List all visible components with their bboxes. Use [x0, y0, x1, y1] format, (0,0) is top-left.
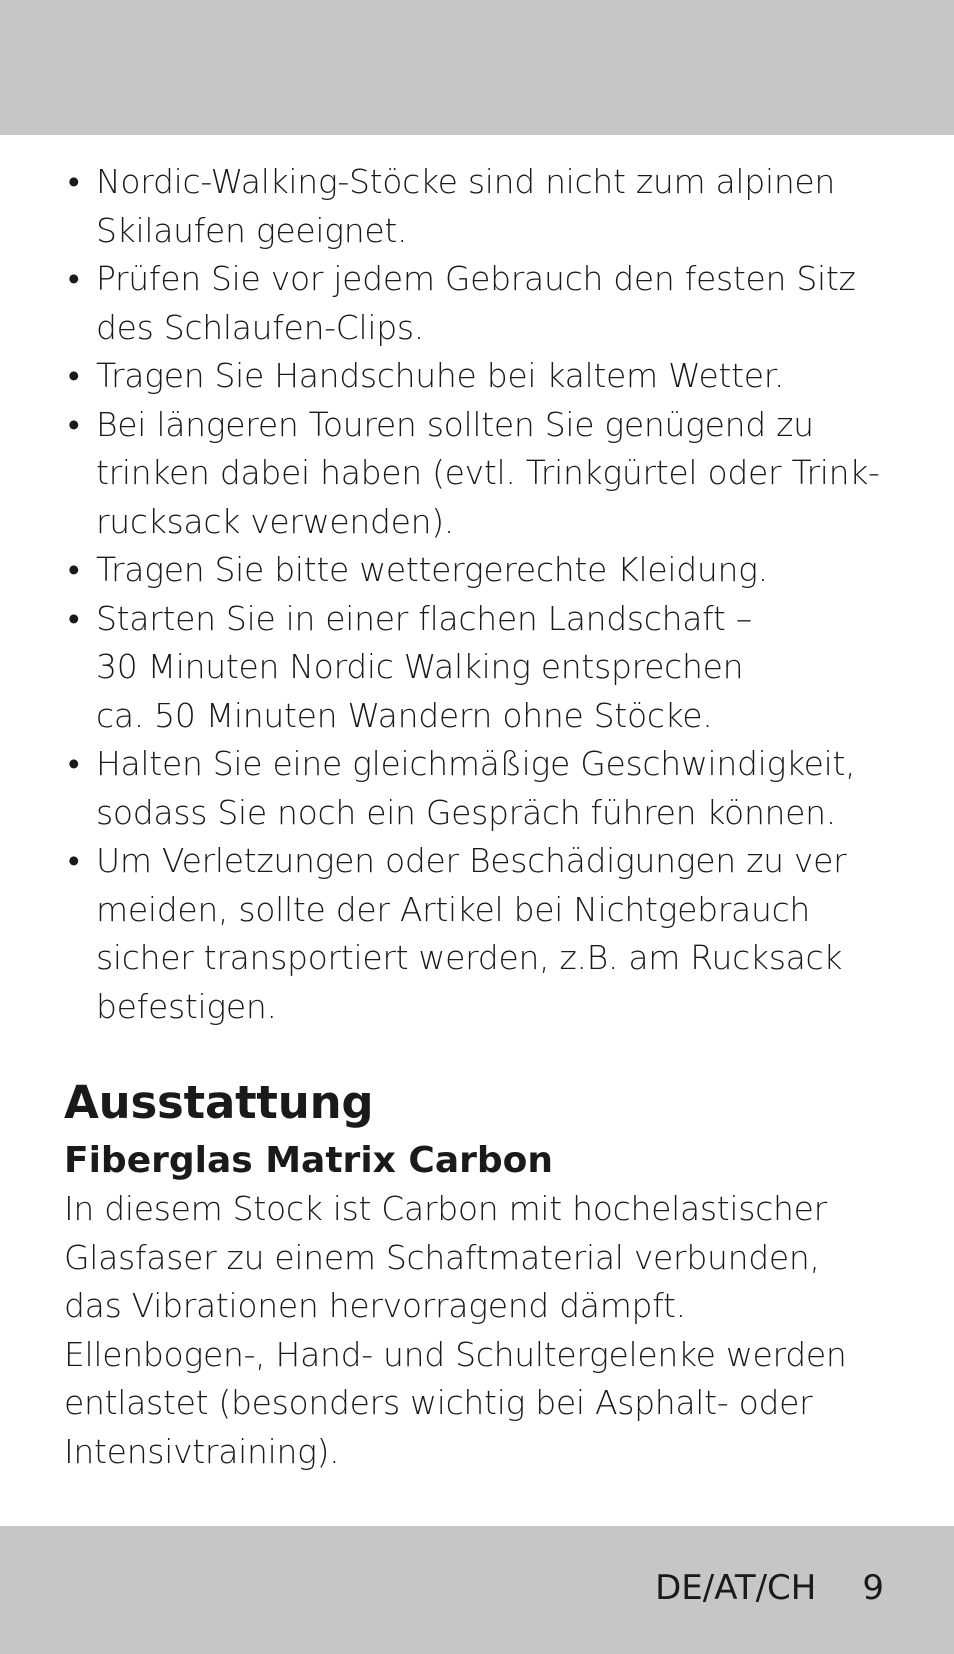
list-item — [64, 352, 884, 401]
list-item-text: Halten Sie eine gleichmäßige Geschwindigkeit, sodass Sie noch ein Gespräch führen können. — [96, 744, 856, 832]
list-item-text: Tragen Sie Handschuhe bei kaltem Wetter. — [96, 356, 785, 395]
bullet-icon: • — [68, 259, 80, 298]
page-content — [64, 158, 884, 1476]
list-item-text: Nordic-Walking-Stöcke sind nicht zum alpinen Skilaufen geeignet. — [96, 162, 836, 250]
bullet-icon: • — [68, 162, 80, 201]
bullet-icon: • — [68, 841, 80, 880]
bullet-icon: • — [68, 356, 80, 395]
list-item — [64, 546, 884, 595]
bullet-icon: • — [68, 404, 80, 444]
list-item-text: Tragen Sie bitte wettergerechte Kleidung. — [96, 550, 768, 589]
section-paragraph: In diesem Stock ist Carbon mit hochelastischer Glasfaser zu einem Schaftmaterial verbunden, das Vibrationen hervorragend dämpft. Ellenbogen-, Hand- und Schultergelenke werden entlastet (besonders wichtig bei Asphalt- oder Intensivtraining). — [64, 1189, 847, 1471]
bullet-icon: • — [68, 744, 80, 783]
list-item-text: Prüfen Sie vor jedem Gebrauch den festen Sitz des Schlaufen-Clips. — [96, 259, 856, 347]
list-item-text: Starten Sie in einer flachen Landschaft – 30 Minuten Nordic Walking entsprechen ca. 50 Minuten Wandern ohne Stöcke. — [96, 598, 752, 735]
header-band — [0, 0, 954, 135]
list-item — [64, 255, 884, 352]
safety-bullet-list — [64, 158, 884, 1031]
list-item — [64, 401, 884, 547]
list-item-text: Bei längeren Touren sollten Sie genügend zu trinken dabei haben (evtl. Trinkgürtel oder Trink- rucksack verwenden). — [96, 404, 880, 541]
bullet-icon: • — [68, 550, 80, 589]
footer-region: DE/AT/CH — [655, 1568, 817, 1608]
list-item — [64, 740, 884, 837]
page-footer — [655, 1566, 884, 1610]
section-heading: Ausstattung — [64, 1076, 374, 1129]
list-item — [64, 595, 884, 741]
list-item — [64, 158, 884, 255]
section-subheading: Fiberglas Matrix Carbon — [64, 1140, 554, 1181]
bullet-icon: • — [68, 598, 80, 638]
list-item — [64, 837, 884, 1031]
list-item-text: Um Verletzungen oder Beschädigungen zu ver meiden, sollte der Artikel bei Nichtgebrauch sicher transportiert werden, z.B. am Rucksack befestigen. — [96, 841, 847, 1026]
page-number: 9 — [862, 1568, 884, 1608]
